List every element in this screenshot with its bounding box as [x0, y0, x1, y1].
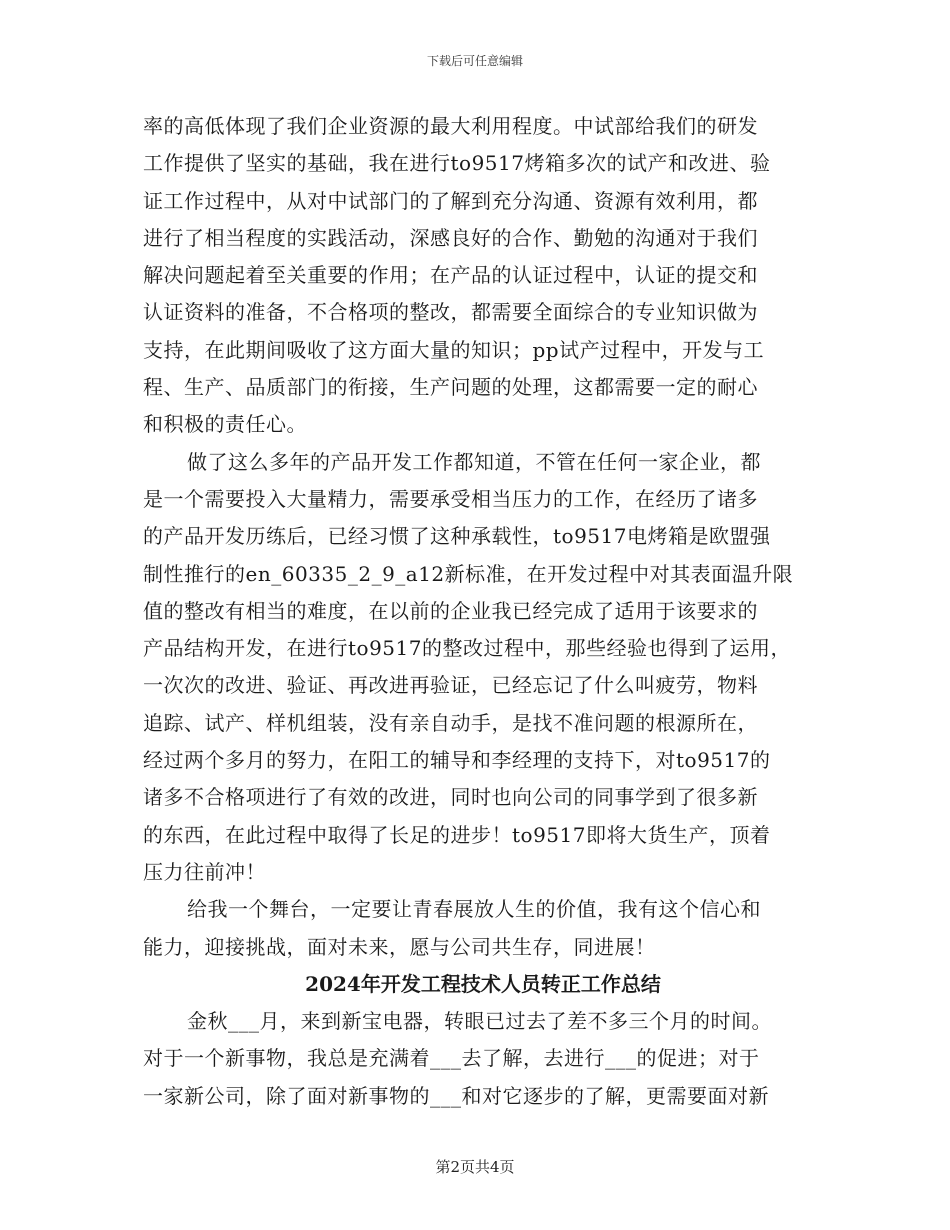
body-line: 和积极的责任心。: [143, 412, 307, 437]
body-line: 诸多不合格项进行了有效的改进，同时也向公司的同事学到了很多新: [143, 785, 758, 810]
body-line: 认证资料的准备，不合格项的整改，都需要全面综合的专业知识做为: [143, 300, 758, 325]
body-line: 值的整改有相当的难度，在以前的企业我已经完成了适用于该要求的: [143, 598, 758, 623]
body-line: 进行了相当程度的实践活动，深感良好的合作、勤勉的沟通对于我们: [143, 225, 758, 250]
body-line: 支持，在此期间吸收了这方面大量的知识；pp试产过程中，开发与工: [143, 337, 765, 362]
body-line: 能力，迎接挑战，面对未来，愿与公司共生存，同进展！: [143, 934, 656, 959]
document-body: [143, 108, 823, 1115]
body-line: 解决问题起着至关重要的作用；在产品的认证过程中，认证的提交和: [143, 263, 758, 288]
body-line: 是一个需要投入大量精力，需要承受相当压力的工作，在经历了诸多: [143, 486, 758, 511]
body-line: 制性推行的en_60335_2_9_a12新标准，在开发过程中对其表面温升限: [143, 561, 794, 586]
body-line: 率的高低体现了我们企业资源的最大利用程度。中试部给我们的研发: [143, 114, 758, 138]
body-line: 程、生产、品质部门的衔接，生产问题的处理，这都需要一定的耐心: [143, 375, 758, 400]
paragraph-start-line: 做了这么多年的产品开发工作都知道，不管在任何一家企业，都: [187, 449, 761, 474]
paragraph-start-line: 给我一个舞台，一定要让青春展放人生的价值，我有这个信心和: [187, 897, 761, 922]
body-line: 产品结构开发，在进行to9517的整改过程中，那些经验也得到了运用，: [143, 636, 791, 661]
body-line: 的东西，在此过程中取得了长足的进步！to9517即将大货生产，顶着: [143, 822, 771, 847]
body-line: 经过两个多月的努力，在阳工的辅导和李经理的支持下，对to9517的: [143, 748, 771, 773]
paragraph-start-line: 金秋___月，来到新宝电器，转眼已过去了差不多三个月的时间。: [187, 1009, 772, 1034]
section-title: 2024年开发工程技术人员转正工作总结: [305, 971, 661, 996]
body-line: 压力往前冲！: [143, 859, 266, 884]
body-line: 一次次的改进、验证、再改进再验证，已经忘记了什么叫疲劳，物料: [143, 673, 758, 698]
body-line: 证工作过程中，从对中试部门的了解到充分沟通、资源有效利用，都: [143, 188, 758, 213]
body-line: 追踪、试产、样机组装，没有亲自动手，是找不准问题的根源所在，: [143, 710, 758, 735]
body-line: 对于一个新事物，我总是充满着___去了解，去进行___的促进；对于: [143, 1046, 760, 1071]
page-footer: 第2页共4页: [435, 1158, 515, 1176]
body-line: 的产品开发历练后，已经习惯了这种承载性，to9517电烤箱是欧盟强: [143, 524, 771, 549]
page-header: 下载后可任意编辑: [426, 54, 523, 68]
body-line: 一家新公司，除了面对新事物的___和对它逐步的了解，更需要面对新: [143, 1083, 769, 1108]
body-line: 工作提供了坚实的基础，我在进行to9517烤箱多次的试产和改进、验: [143, 151, 771, 176]
